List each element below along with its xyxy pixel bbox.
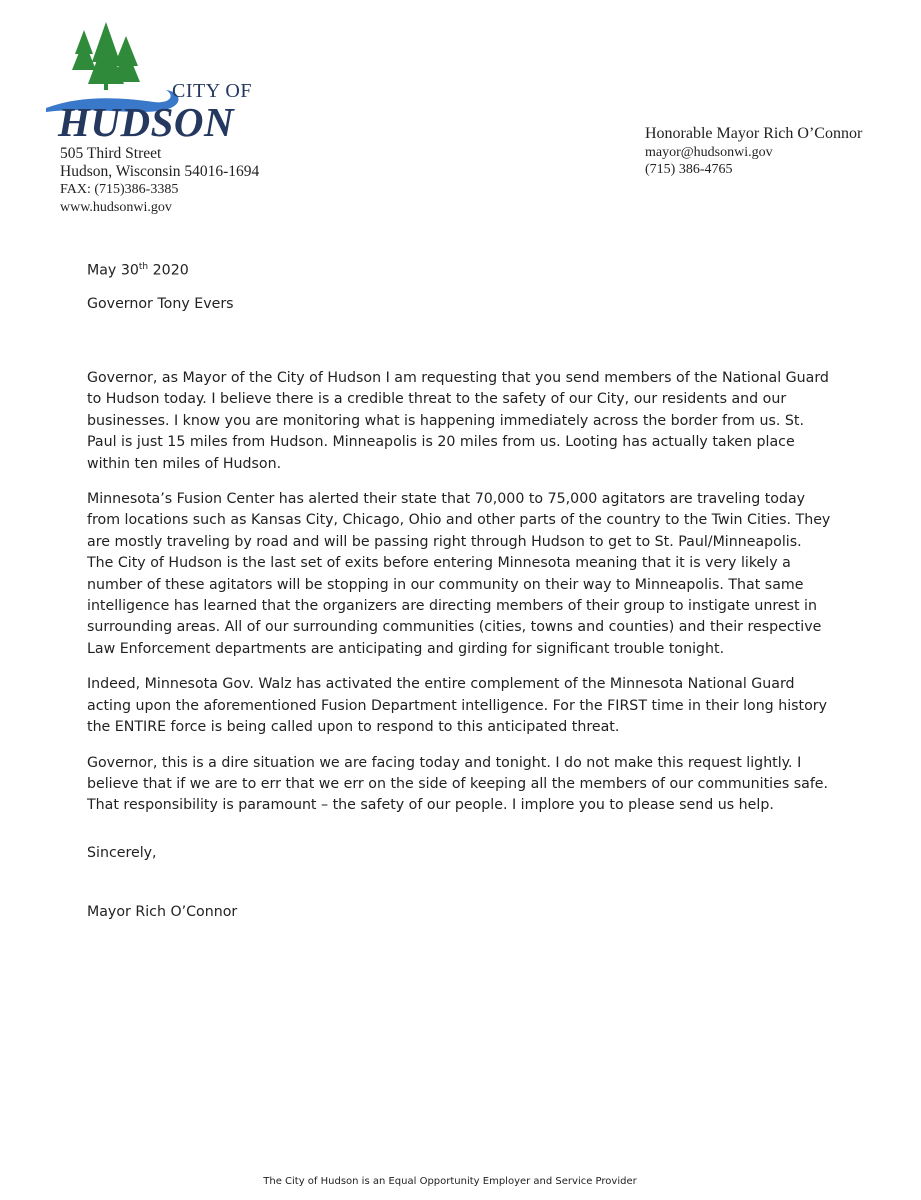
mayor-phone: (715) 386-4765 [645, 162, 733, 177]
date-prefix: May 30 [87, 262, 139, 279]
closing: Sincerely, [87, 845, 157, 861]
address-city: Hudson, Wisconsin 54016-1694 [60, 163, 260, 180]
pine-trees-icon [66, 22, 146, 94]
letter-date [87, 262, 189, 279]
paragraph: Governor, as Mayor of the City of Hudson I am requesting that you send members of the National Guard to Hudson today. I believe there is a credible threat to the safety of our City, our residents and our businesses. I know you are monitoring what is happening immediately across the border from us. St. Paul is just 15 miles from Hudson. Minneapolis is 20 miles from us. Looting has actually taken place within ten miles of Hudson. [87, 370, 829, 472]
logo-hudson: HUDSON [58, 99, 235, 145]
mayor-name: Honorable Mayor Rich O’Connor [645, 125, 863, 142]
mayor-contact-block [645, 124, 862, 178]
footer-text: The City of Hudson is an Equal Opportunity Employer and Service Provider [263, 1176, 637, 1187]
address-street: 505 Third Street [60, 145, 162, 162]
mayor-email[interactable]: mayor@hudsonwi.gov [645, 145, 773, 160]
address-block [60, 145, 259, 217]
date-suffix: th [138, 262, 149, 272]
recipient: Governor Tony Evers [87, 296, 234, 312]
date-year: 2020 [148, 262, 189, 279]
paragraph: Minnesota’s Fusion Center has alerted their state that 70,000 to 75,000 agitators are traveling today from locations such as Kansas City, Chicago, Ohio and other parts of the country to the Twin Cities. They are mostly traveling by road and will be passing right through Hudson to get to St. Paul/Minneapolis. The City of Hudson is the last set of exits before entering Minnesota meaning that it is very likely a number of these agitators will be stopping in our community on their way to Minneapolis. That same intelligence has learned that the organizers are directing members of their group to instigate unrest in surrounding areas. All of our surrounding communities (cities, towns and counties) and their respective Law Enforcement departments are anticipating and girding for significant trouble tonight. [87, 491, 831, 657]
paragraph: Governor, this is a dire situation we are facing today and tonight. I do not make this request lightly. I believe that if we are to err that we err on the side of keeping all the members of our communities safe. That responsibility is paramount – the safety of our people. I implore you to please send us help. [87, 754, 829, 814]
website-link[interactable]: www.hudsonwi.gov [60, 200, 172, 215]
logo-city-of: CITY OF [172, 80, 252, 102]
paragraph: Indeed, Minnesota Gov. Walz has activated the entire complement of the Minnesota National Guard acting upon the aforementioned Fusion Department intelligence. For the FIRST time in their long history the ENTIRE force is being called upon to respond to this anticipated threat. [87, 676, 827, 736]
city-logo [44, 22, 254, 145]
signature-name: Mayor Rich O’Connor [87, 904, 238, 920]
fax-number: FAX: (715)386-3385 [60, 182, 179, 197]
letter-body [87, 368, 832, 831]
